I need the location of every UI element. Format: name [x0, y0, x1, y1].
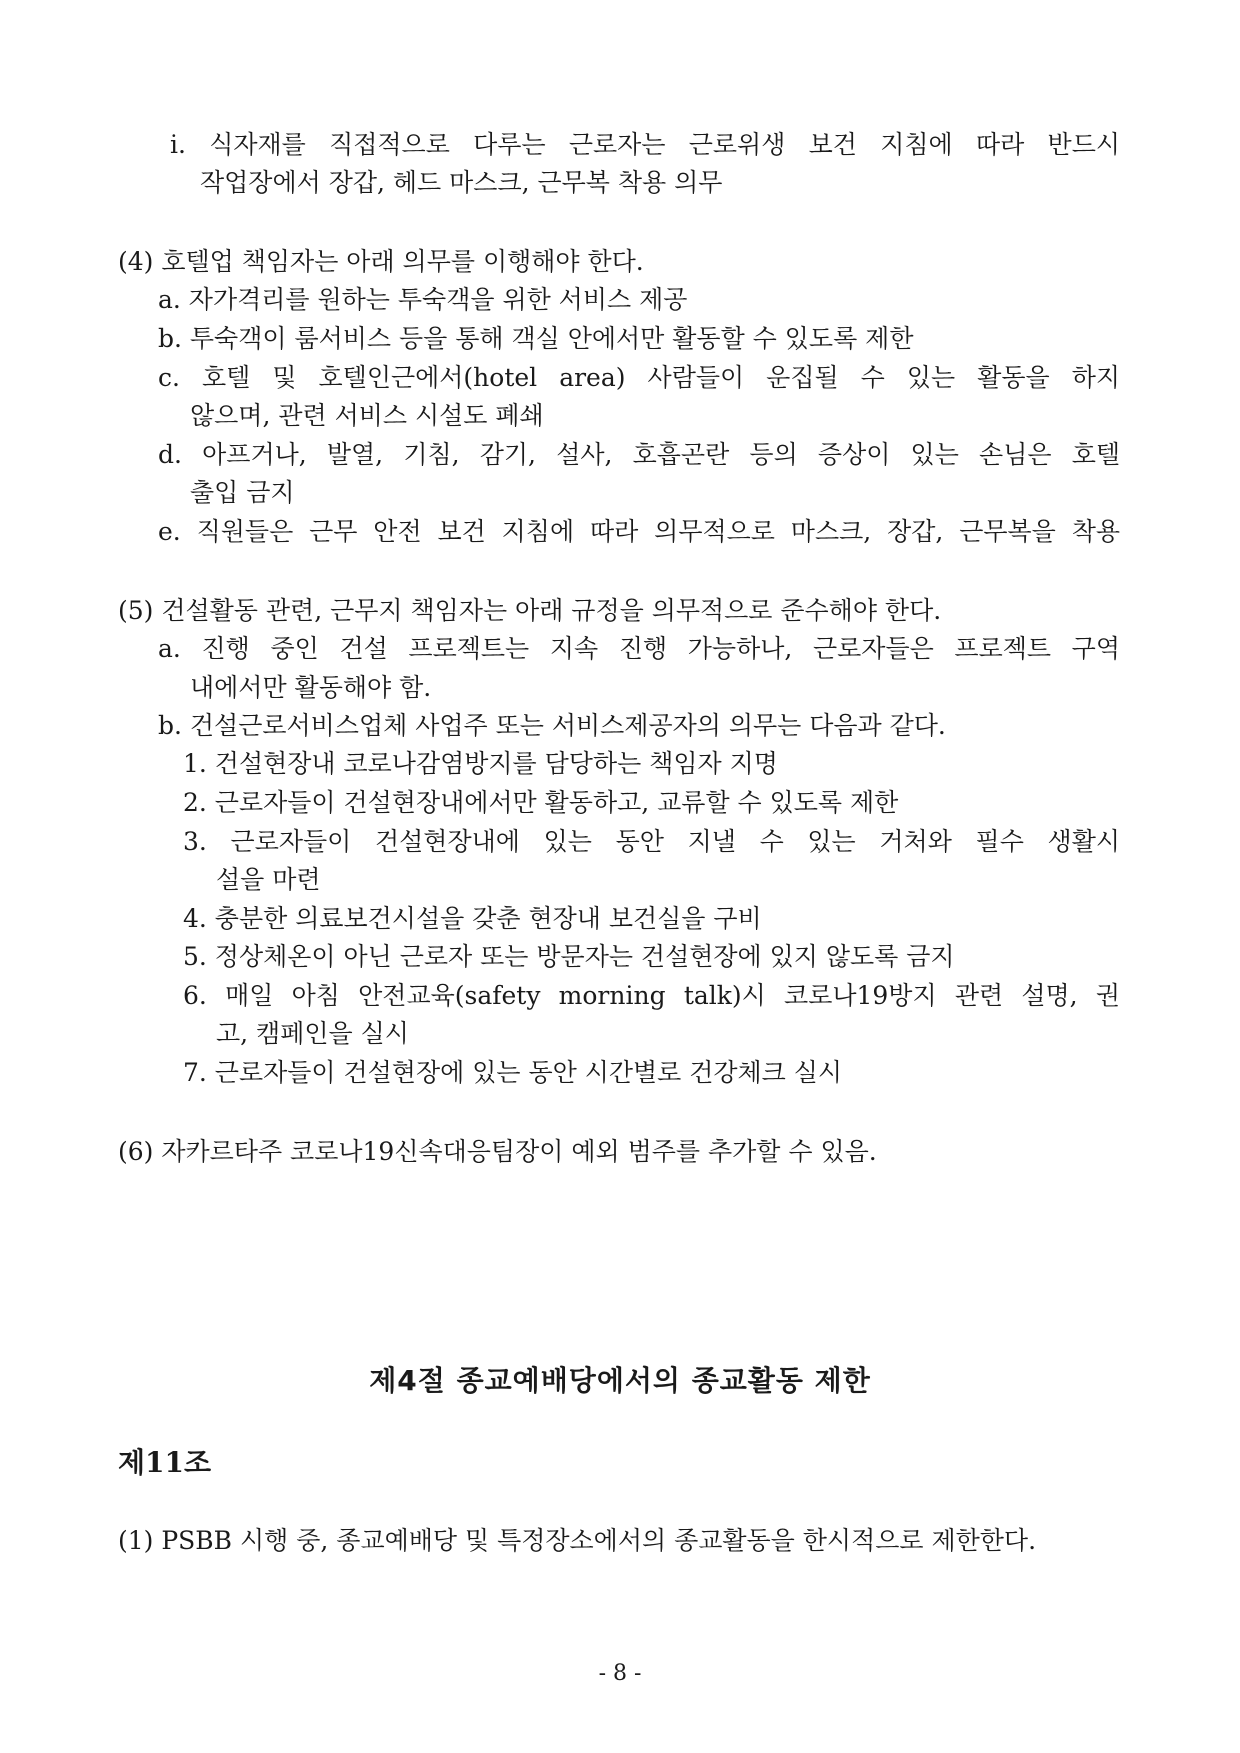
item-i-line-2: 작업장에서 장갑, 헤드 마스크, 근무복 착용 의무 [200, 168, 723, 197]
para-4-intro: (4) 호텔업 책임자는 아래 의무를 이행해야 한다. [118, 247, 644, 276]
item-i-line-1: i. 식자재를 직접적으로 다루는 근로자는 근로위생 보건 지침에 따라 반드시 [170, 130, 1120, 159]
para-4-item-c-line-1: c. 호텔 및 호텔인근에서(hotel area) 사람들이 운집될 수 있는 활동을 하지 [158, 363, 1120, 392]
para-4-item-d-line-1: d. 아프거나, 발열, 기침, 감기, 설사, 호흡곤란 등의 증상이 있는 손님은 호텔 [158, 440, 1120, 469]
para-5-intro: (5) 건설활동 관련, 근무지 책임자는 아래 규정을 의무적으로 준수해야 한다. [118, 596, 942, 625]
para-5-numbered-6-line-2: 고, 캠페인을 실시 [216, 1019, 409, 1048]
para-5-numbered-4: 4. 충분한 의료보건시설을 갖춘 현장내 보건실을 구비 [183, 904, 762, 933]
para-5-numbered-7: 7. 근로자들이 건설현장에 있는 동안 시간별로 건강체크 실시 [183, 1058, 843, 1087]
para-4-item-a: a. 자가격리를 원하는 투숙객을 위한 서비스 제공 [158, 285, 688, 314]
para-5-item-b: b. 건설근로서비스업체 사업주 또는 서비스제공자의 의무는 다음과 같다. [158, 711, 946, 740]
para-5-numbered-3-line-1: 3. 근로자들이 건설현장내에 있는 동안 지낼 수 있는 거처와 필수 생활시 [183, 827, 1120, 856]
para-5-numbered-3-line-2: 설을 마련 [216, 865, 321, 894]
para-5-numbered-5: 5. 정상체온이 아닌 근로자 또는 방문자는 건설현장에 있지 않도록 금지 [183, 942, 955, 971]
para-5-numbered-6-line-1: 6. 매일 아침 안전교육(safety morning talk)시 코로나19방지 관련 설명, 권 [183, 981, 1120, 1010]
para-6: (6) 자카르타주 코로나19신속대응팀장이 예외 범주를 추가할 수 있음. [118, 1137, 877, 1166]
para-5-item-a-line-1: a. 진행 중인 건설 프로젝트는 지속 진행 가능하나, 근로자들은 프로젝트 구역 [158, 634, 1120, 663]
para-5-item-a-line-2: 내에서만 활동해야 함. [190, 673, 432, 702]
article-paragraph-1: (1) PSBB 시행 중, 종교예배당 및 특정장소에서의 종교활동을 한시적으로 제한한다. [118, 1526, 1037, 1555]
para-5-numbered-2: 2. 근로자들이 건설현장내에서만 활동하고, 교류할 수 있도록 제한 [183, 788, 899, 817]
para-5-numbered-1: 1. 건설현장내 코로나감염방지를 담당하는 책임자 지명 [183, 749, 778, 778]
article-title: 제11조 [118, 1446, 212, 1479]
page-number: - 8 - [598, 1661, 642, 1686]
para-4-item-e: e. 직원들은 근무 안전 보건 지침에 따라 의무적으로 마스크, 장갑, 근무복을 착용 [158, 517, 1120, 546]
section-heading: 제4절 종교예배당에서의 종교활동 제한 [369, 1364, 871, 1397]
para-4-item-b: b. 투숙객이 룸서비스 등을 통해 객실 안에서만 활동할 수 있도록 제한 [158, 324, 914, 353]
para-4-item-c-line-2: 않으며, 관련 서비스 시설도 폐쇄 [190, 401, 544, 430]
para-4-item-d-line-2: 출입 금지 [190, 478, 295, 507]
